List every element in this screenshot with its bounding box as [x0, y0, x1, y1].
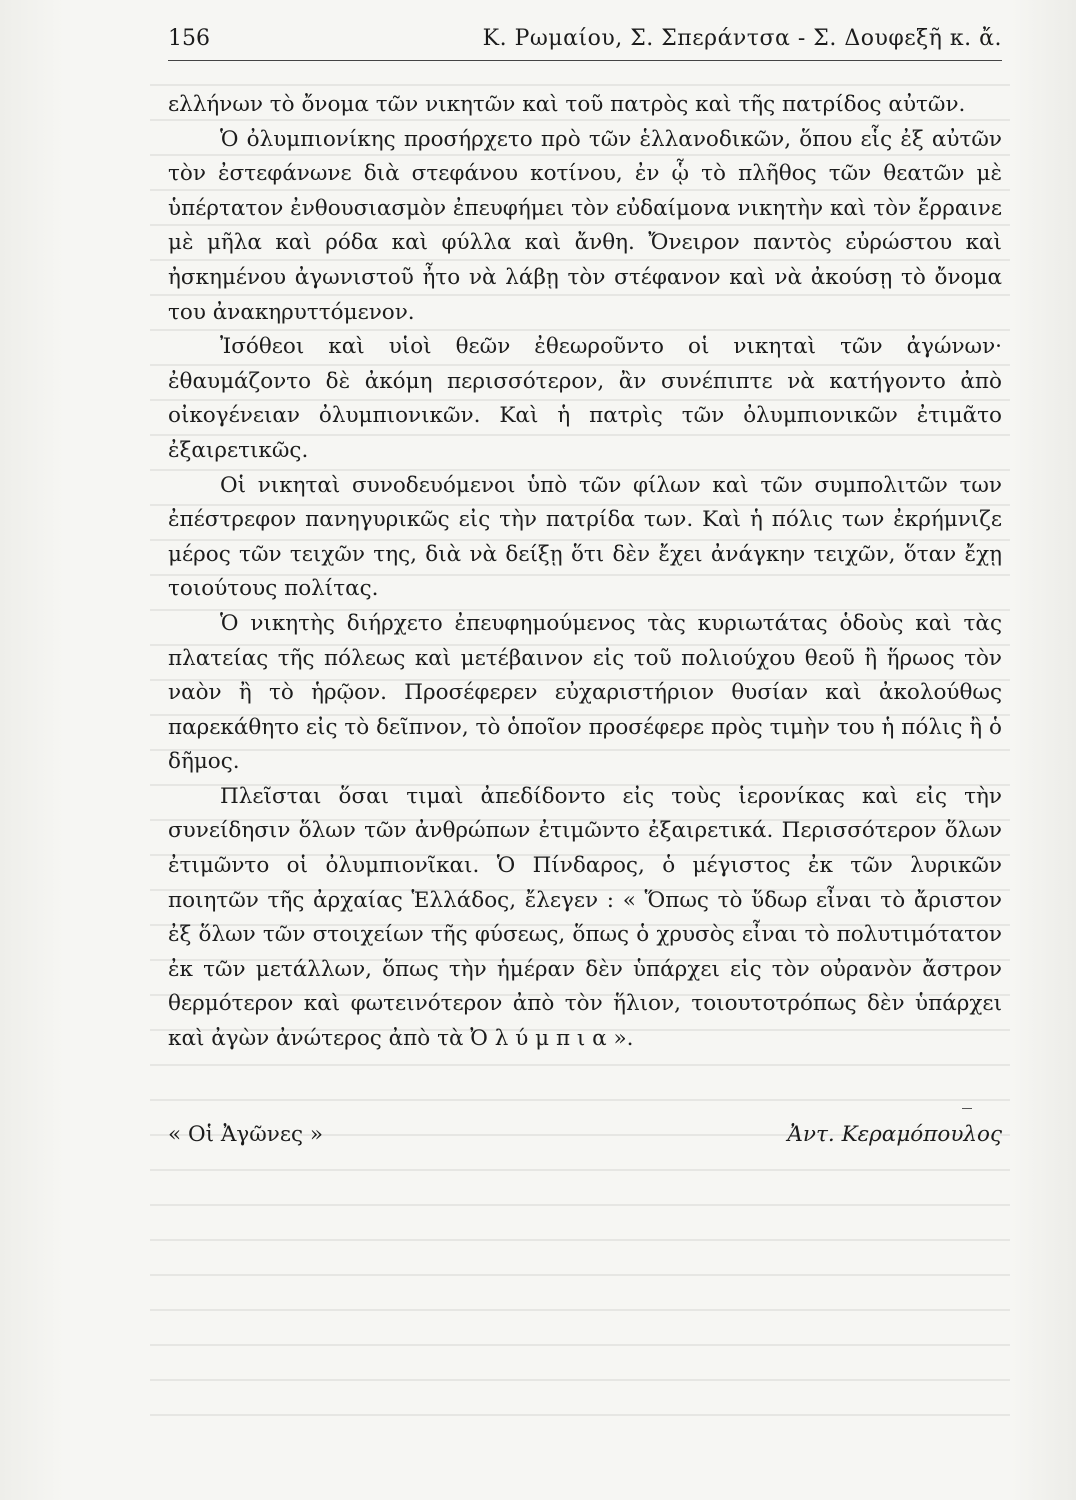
paragraph: Οἱ νικηταὶ συνοδευόμενοι ὑπὸ τῶν φίλων καὶ τῶν συμπολιτῶν των ἐπέστρεφον πανηγυρικῶς εἰς τὴν πατρίδα των. Καὶ ἡ πόλις των ἐκρήμνιζε μέρος τῶν τειχῶν της, διὰ νὰ δείξῃ ὅτι δὲν ἔχει ἀνάγκην τειχῶν, ὅταν ἔχῃ τοιούτους πολίτας.	[168, 472, 1002, 602]
paragraph: Ὁ ὀλυμπιονίκης προσήρχετο πρὸ τῶν ἑλλανοδικῶν, ὅπου εἷς ἐξ αὐτῶν τὸν ἐστεφάνωνε διὰ στεφάνου κοτίνου, ἐν ᾧ τὸ πλῆθος τῶν θεατῶν μὲ ὑπέρτατον ἐνθουσιασμὸν ἐπευφήμει τὸν εὐδαίμονα νικητὴν καὶ τὸν ἔρραινε μὲ μῆλα καὶ ρόδα καὶ φύλλα καὶ ἄνθη. Ὄνειρον παντὸς εὐρώστου καὶ ἠσκημένου ἀγωνιστοῦ ἦτο νὰ λάβῃ τὸν στέφανον καὶ νὰ ἀκούσῃ τὸ ὄνομα του ἀνακηρυττόμενον.	[168, 126, 1002, 325]
source-title: « Οἱ Ἀγῶνες »	[168, 1122, 324, 1147]
page-header	[168, 20, 1002, 60]
paragraph-continued: ελλήνων τὸ ὄνομα τῶν νικητῶν καὶ τοῦ πατρὸς καὶ τῆς πατρίδος αὐτῶν.	[168, 92, 966, 117]
paragraph: Ἰσόθεοι καὶ υἱοὶ θεῶν ἐθεωροῦντο οἱ νικηταὶ τῶν ἀγώνων· ἐθαυμάζοντο δὲ ἀκόμη περισσότερον, ἂν συνέπιπτε νὰ κατήγοντο ἀπὸ οἰκογένειαν ὀλυμπιονικῶν. Καὶ ἡ πατρὶς τῶν ὀλυμπιονικῶν ἐτιμᾶτο ἐξαιρετικῶς.	[168, 334, 1002, 463]
page-number: 156	[168, 26, 210, 51]
paragraph: Πλεῖσται ὅσαι τιμαὶ ἀπεδίδοντο εἰς τοὺς ἱερονίκας καὶ εἰς τὴν συνείδησιν ὅλων τῶν ἀνθρώπων ἐτιμῶντο ἐξαιρετικά. Περισσότερον ὅλων ἐτιμῶντο οἱ ὀλυμπιονῖκαι. Ὁ Πίνδαρος, ὁ μέγιστος ἐκ τῶν λυρικῶν ποιητῶν τῆς ἀρχαίας Ἑλλάδος, ἔλεγεν : « Ὅπως τὸ ὕδωρ εἶναι τὸ ἄριστον ἐξ ὅλων τῶν στοιχείων τῆς φύσεως, ὅπως ὁ χρυσὸς εἶναι τὸ πολυτιμότατον ἐκ τῶν μετάλλων, ὅπως τὴν ἡμέραν δὲν ὑπάρχει εἰς τὸν οὐρανὸν ἄστρον θερμότερον καὶ φωτεινότερον ἀπὸ τὸν ἥλιον, τοιουτοτρόπως δὲν ὑπάρχει καὶ ἀγὼν ἀνώτερος ἀπὸ τὰ Ὀ λ ύ μ π ι α ».	[168, 783, 1002, 1052]
paragraph: Ὁ νικητὴς διήρχετο ἐπευφημούμενος τὰς κυριωτάτας ὁδοὺς καὶ τὰς πλατείας τῆς πόλεως καὶ μετέβαινον εἰς τοῦ πολιούχου θεοῦ ἢ ἥρωος τὸν ναὸν ἢ τὸ ἡρῷον. Προσέφερεν εὐχαριστήριον θυσίαν καὶ ἀκολούθως παρεκάθητο εἰς τὸ δεῖπνον, τὸ ὁποῖον προσέφερε πρὸς τιμὴν του ἡ πόλις ἢ ὁ δῆμος.	[168, 610, 1002, 775]
author-name: Ἀντ. Κεραμόπουλος	[787, 1122, 1002, 1147]
running-head: Κ. Ρωμαίου, Σ. Σπεράντσα - Σ. Δουφεξῆ κ. ἄ.	[482, 26, 1002, 51]
header-rule	[168, 60, 1002, 61]
mark	[962, 1108, 972, 1109]
body-text	[168, 88, 1002, 1057]
attribution	[168, 1122, 1002, 1158]
